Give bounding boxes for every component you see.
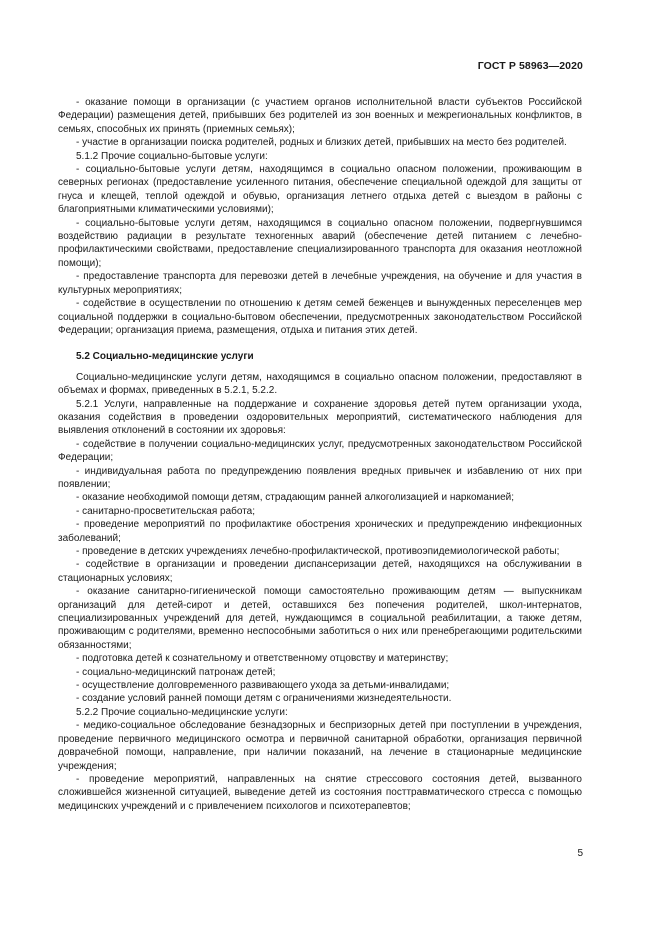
standard-number: ГОСТ Р 58963—2020 bbox=[477, 60, 583, 72]
paragraph: - участие в организации поиска родителей, родных и близких детей, прибывших на место без родителей. bbox=[76, 137, 567, 149]
paragraph: - оказание санитарно-гигиенической помощи самостоятельно проживающим детям — выпускникам организаций для детей-сирот и детей, оставшихся без попечения родителей, школ-интернатов, специализированных учреждений для детей, нуждающимся в социальной реабилитации, а также детям, проживающим с родителями, временно неспособными заботиться о них или пренебрегающими родительскими обязанностями; bbox=[58, 586, 582, 651]
paragraph: - содействие в организации и проведении диспансеризации детей, находящихся на обслуживании в стационарных условиях; bbox=[58, 559, 582, 584]
paragraph: - создание условий ранней помощи детям с ограничениями жизнедеятельности. bbox=[76, 693, 452, 705]
paragraph: - медико-социальное обследование безнадзорных и беспризорных детей при поступлении в учреждения, проведение первичного медицинского осмотра и первичной санитарной обработки, организация первичной доврачебной помощи, направление, при наличии показаний, на лечение в стационарные медицинские учреждения; bbox=[58, 720, 582, 772]
paragraph-group-social-household bbox=[58, 96, 582, 337]
paragraph: - содействие в получении социально-медицинских услуг, предусмотренных законодательством Российской Федерации; bbox=[58, 438, 582, 464]
paragraph: - социально-бытовые услуги детям, находящимся в социально опасном положении, подвергнувшимся воздействию радиации в результате техногенных аварий (обеспечение детей питанием с лечебно-профилактическими свойствами, предоставление специализированного транспорта для оказания неотложной помощи); bbox=[58, 217, 582, 269]
paragraph: Социально-медицинские услуги детям, находящимся в социально опасном положении, предоставляют в объемах и формах, приведенных в 5.2.1, 5.2.2. bbox=[58, 371, 582, 397]
paragraph: - подготовка детей к сознательному и ответственному отцовству и материнству; bbox=[76, 653, 449, 665]
page-body bbox=[58, 96, 582, 813]
paragraph: - проведение в детских учреждениях лечебно-профилактической, противоэпидемиологической работы; bbox=[76, 546, 560, 557]
paragraph: - содействие в осуществлении по отношению к детям семей беженцев и вынужденных переселенцев мер социальной поддержки в социально-бытовом обеспечении, предусмотренных законодательством Российской Федерации; организация приема, размещения, отдыха и питания этих детей. bbox=[58, 298, 582, 336]
paragraph: 5.2.1 Услуги, направленные на поддержание и сохранение здоровья детей путем организации ухода, оказания содействия в проведении оздоровительных мероприятий, систематического наблюдения для выявления отклонений в состоянии их здоровья: bbox=[58, 398, 582, 437]
paragraph: - социально-бытовые услуги детям, находящимся в социально опасном положении, проживающим в северных регионах (предоставление усиленного питания, обеспечение специальной одеждой для защиты от гнуса и клещей, теплой одеждой и обувью, организация летнего отдыха детей с выездом в районы с благоприятными климатическими условиями); bbox=[58, 164, 582, 216]
paragraph: - проведение мероприятий, направленных на снятие стрессового состояния детей, вызванного сложившейся жизненной ситуацией, выведение детей из состояния посттравматического стресса с помощью медицинских учреждений и с привлечением психологов и психотерапевтов; bbox=[58, 773, 582, 812]
paragraph: - осуществление долговременного развивающего ухода за детьми-инвалидами; bbox=[76, 680, 450, 692]
paragraph: - индивидуальная работа по предупреждению появления вредных привычек и избавлению от них при появлении; bbox=[58, 465, 582, 490]
paragraph: - социально-медицинский патронаж детей; bbox=[76, 666, 276, 678]
paragraph-group-social-medical bbox=[58, 371, 582, 813]
paragraph: - предоставление транспорта для перевозки детей в лечебные учреждения, на обучение и для участия в культурных мероприятиях; bbox=[58, 271, 582, 296]
paragraph: - оказание помощи в организации (с участием органов исполнительной власти субъектов Российской Федерации) размещения детей, прибывших без родителей из зон военных и межрегиональных конфликтов, в семьях, способных их принять (приемных семьях); bbox=[58, 97, 582, 135]
paragraph: 5.1.2 Прочие социально-бытовые услуги: bbox=[76, 150, 268, 162]
section-heading: 5.2 Социально-медицинские услуги bbox=[76, 351, 254, 363]
paragraph: - оказание необходимой помощи детям, страдающим ранней алкоголизацией и наркоманией; bbox=[76, 492, 515, 504]
paragraph: - санитарно-просветительская работа; bbox=[76, 505, 256, 517]
paragraph: - проведение мероприятий по профилактике обострения хронических и предупреждению инфекционных заболеваний; bbox=[58, 519, 582, 544]
page-number: 5 bbox=[577, 848, 583, 859]
paragraph: 5.2.2 Прочие социально-медицинские услуги: bbox=[76, 706, 288, 718]
